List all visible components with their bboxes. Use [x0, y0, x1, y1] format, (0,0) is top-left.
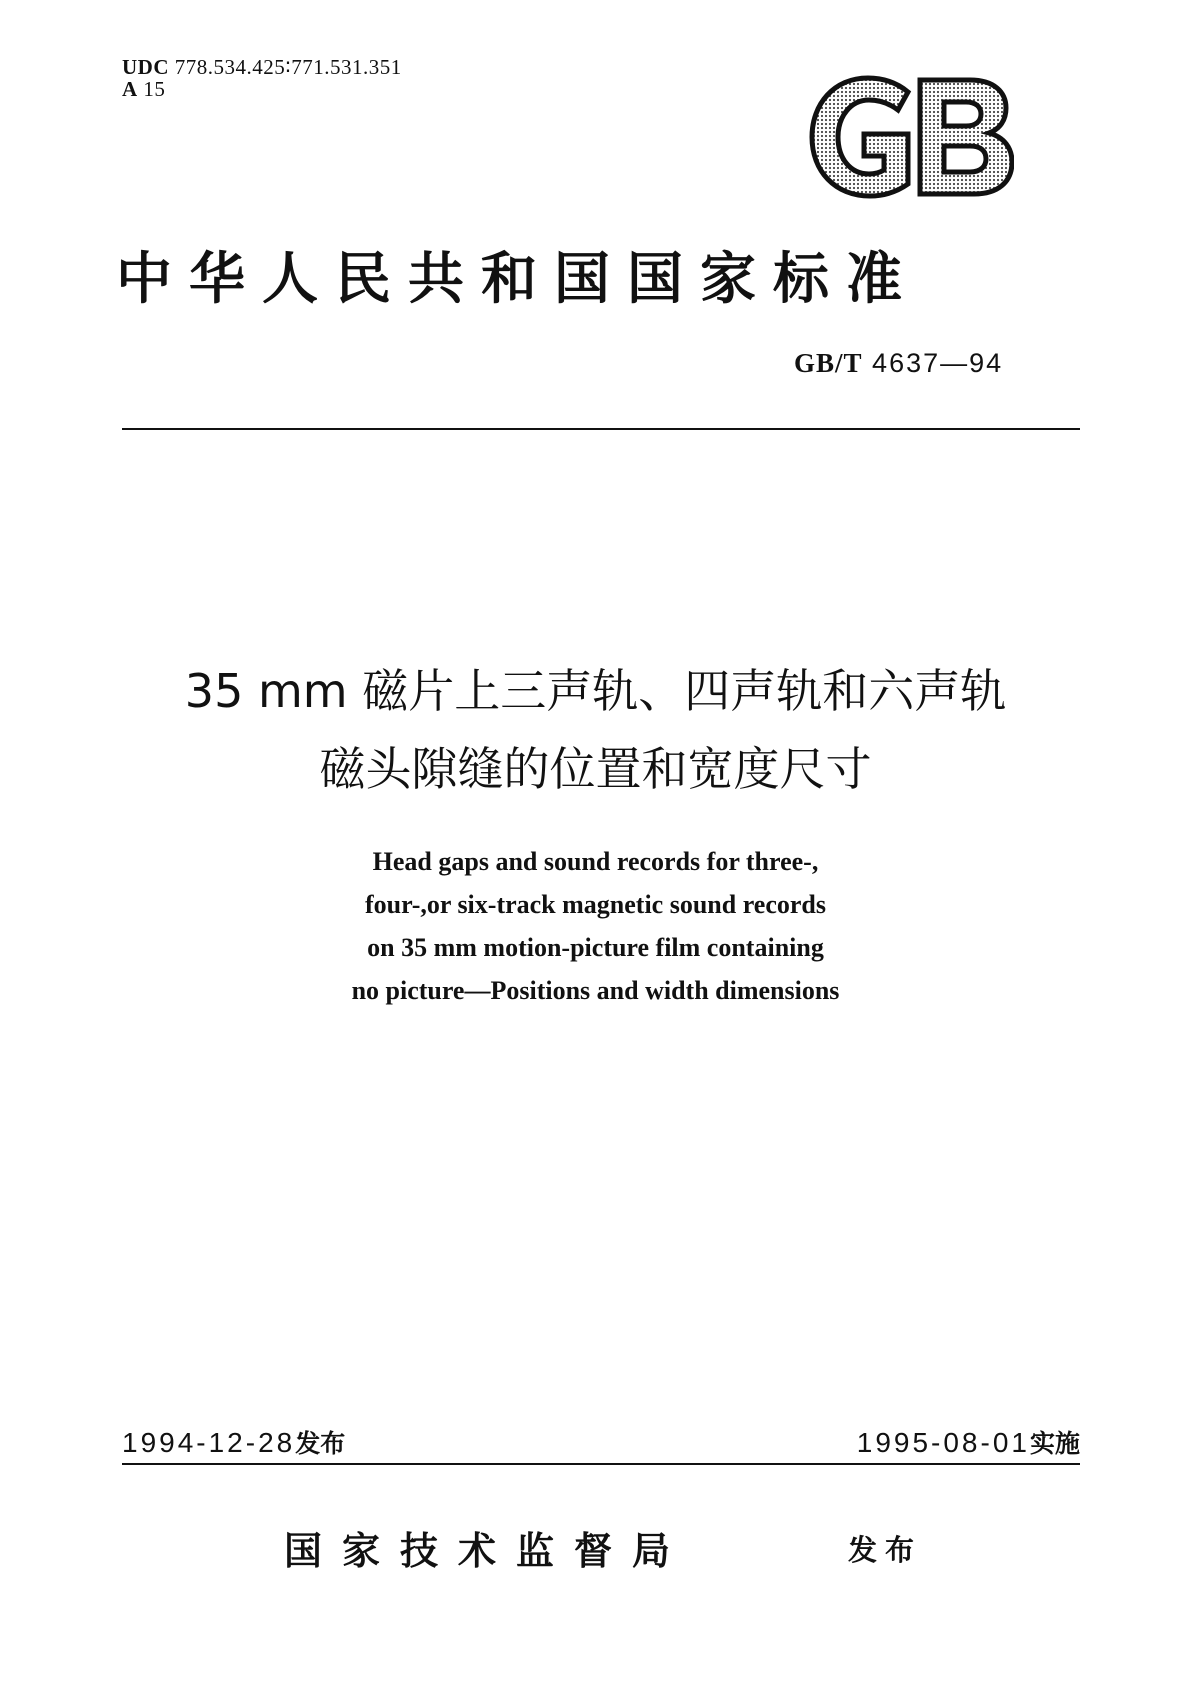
header-divider: [122, 428, 1080, 430]
standard-prefix: GB/T: [794, 348, 863, 378]
issuing-authority: 国家技术监督局: [284, 1528, 691, 1573]
class-code: 15: [143, 77, 166, 101]
publish-label: 发布: [848, 1533, 923, 1567]
standard-number: [794, 348, 1003, 379]
english-title-line-1: Head gaps and sound records for three-,: [372, 847, 819, 876]
english-title: [0, 840, 1191, 1012]
footer-divider: [122, 1463, 1080, 1465]
classification-block: [122, 56, 402, 100]
chinese-title-line-1: 35 mm 磁片上三声轨、四声轨和六声轨: [184, 664, 1007, 718]
udc-code: 778.534.425∶771.531.351: [174, 55, 402, 79]
chinese-title-line-2: 磁头隙缝的位置和宽度尺寸: [319, 742, 872, 796]
standard-code: 4637—94: [872, 348, 1004, 378]
issue-date: 1994-12-28: [122, 1427, 296, 1458]
national-standard-header: 中华人民共和国国家标准: [116, 246, 919, 312]
chinese-title: [0, 652, 1191, 808]
english-title-line-4: no picture—Positions and width dimensions: [351, 976, 840, 1005]
english-title-line-3: on 35 mm motion-picture film containing: [367, 933, 824, 962]
english-title-line-2: four-,or six-track magnetic sound records: [365, 890, 826, 919]
implement-label: 实施: [1029, 1429, 1080, 1458]
gb-logo: [808, 74, 1014, 200]
issue-date-block: [122, 1424, 345, 1460]
udc-label: UDC: [122, 55, 169, 79]
issue-label: 发布: [295, 1429, 346, 1458]
implement-date-block: [857, 1424, 1080, 1460]
implement-date: 1995-08-01: [856, 1427, 1030, 1458]
class-label: A: [122, 77, 138, 101]
